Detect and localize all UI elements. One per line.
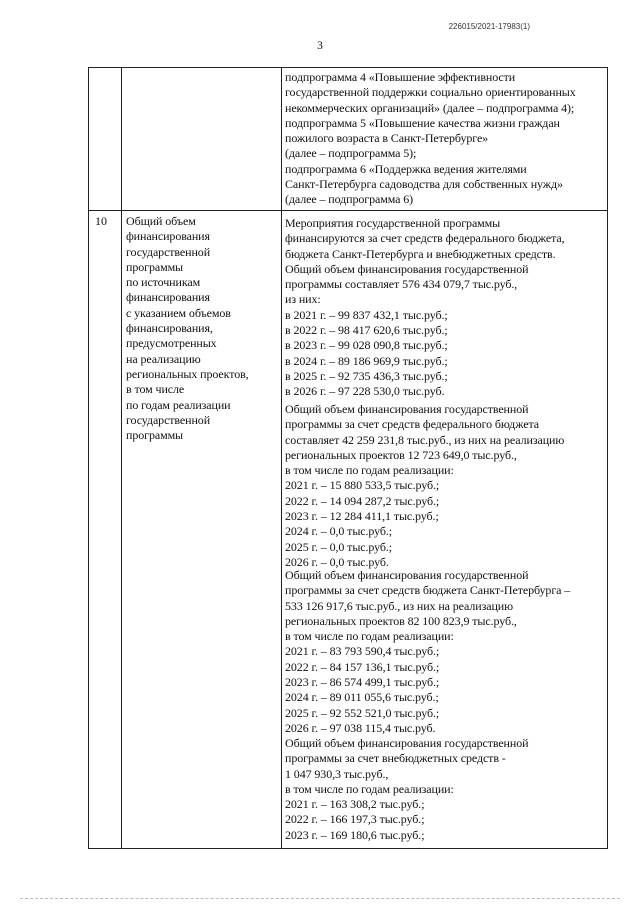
text-line: по источникам (126, 275, 201, 290)
text-line: программы (126, 428, 184, 443)
text-line: Общий объем (126, 214, 196, 228)
text-line: предусмотренных (126, 336, 217, 351)
text-line: 2023 г. – 169 180,6 тыс.руб.; (285, 827, 425, 842)
text-line: программы за счет средств бюджета Санкт-Петербурга – (285, 583, 571, 598)
text-line: в 2024 г. – 89 186 969,9 тыс.руб.; (285, 353, 448, 368)
text-line: государственной (126, 244, 211, 259)
text-line: 2025 г. – 92 552 521,0 тыс.руб.; (285, 705, 440, 720)
scan-edge-line (20, 898, 620, 899)
column-divider (121, 68, 122, 848)
row-divider (89, 210, 607, 211)
text-line: в 2022 г. – 98 417 620,6 тыс.руб.; (285, 323, 448, 338)
text-line: в том числе по годам реализации: (285, 629, 454, 644)
text-line: региональных проектов, (126, 366, 249, 381)
text-line: (далее – подпрограмма 5); (285, 146, 417, 161)
text-line: 2025 г. – 0,0 тыс.руб.; (285, 539, 393, 554)
text-line: (далее – подпрограмма 6) (285, 192, 414, 207)
text-line: Мероприятия государственной программы (285, 216, 501, 230)
text-line: региональных проектов 82 100 823,9 тыс.руб., (285, 613, 517, 628)
federal-budget-paragraph (285, 402, 564, 570)
document-number: 226015/2021-17983(1) (448, 22, 530, 31)
text-line: 2021 г. – 163 308,2 тыс.руб.; (285, 797, 425, 812)
text-line: 1 047 930,3 тыс.руб., (285, 766, 389, 781)
text-line: государственной (126, 412, 211, 427)
text-line: 2022 г. – 14 094 287,2 тыс.руб.; (285, 493, 440, 508)
text-line: 2026 г. – 0,0 тыс.руб. (285, 554, 389, 569)
text-line: финансируются за счет средств федерального бюджета, (285, 231, 565, 246)
text-line: 2023 г. – 86 574 499,1 тыс.руб.; (285, 675, 440, 690)
row-label (126, 214, 249, 443)
text-line: 533 126 917,6 тыс.руб., из них на реализацию (285, 598, 513, 613)
text-line: по годам реализации (126, 397, 231, 412)
text-line: программы составляет 576 434 079,7 тыс.руб., (285, 277, 518, 292)
text-line: 2022 г. – 84 157 136,1 тыс.руб.; (285, 659, 440, 674)
text-line: подпрограмма 5 «Повышение качества жизни граждан (285, 115, 560, 130)
text-line: государственной поддержки социально ориентированных (285, 85, 576, 100)
text-line: в 2021 г. – 99 837 432,1 тыс.руб.; (285, 307, 448, 322)
text-line: 2024 г. – 89 011 055,6 тыс.руб.; (285, 690, 439, 705)
text-line: с указанием объемов (126, 305, 231, 320)
text-line: Общий объем финансирования государственной (285, 402, 529, 416)
text-line: Санкт-Петербурга садоводства для собственных нужд» (285, 177, 563, 192)
text-line: в том числе по годам реализации: (285, 463, 454, 478)
text-line: 2024 г. – 0,0 тыс.руб.; (285, 524, 393, 539)
extrabudgetary-paragraph (285, 736, 528, 843)
text-line: в 2023 г. – 99 028 090,8 тыс.руб.; (285, 338, 448, 353)
text-line: в 2026 г. – 97 228 530,0 тыс.руб. (285, 384, 445, 399)
column-divider (281, 68, 282, 848)
total-financing-paragraph (285, 216, 565, 400)
text-line: некоммерческих организаций» (далее – подпрограмма 4); (285, 100, 575, 115)
page-number: 3 (317, 40, 323, 52)
text-line: Общий объем финансирования государственной (285, 261, 529, 276)
text-line: подпрограмма 6 «Поддержка ведения жителями (285, 161, 527, 176)
text-line: пожилого возраста в Санкт-Петербурге» (285, 131, 489, 146)
text-line: на реализацию (126, 351, 201, 366)
text-line: региональных проектов 12 723 649,0 тыс.руб., (285, 447, 517, 462)
text-line: финансирования, (126, 321, 213, 336)
text-line: финансирования (126, 290, 210, 305)
program-table (88, 67, 608, 849)
text-line: из них: (285, 292, 321, 307)
text-line: финансирования (126, 229, 210, 244)
text-line: 2022 г. – 166 197,3 тыс.руб.; (285, 812, 425, 827)
text-line: Общий объем финансирования государственной (285, 568, 529, 582)
text-line: в 2025 г. – 92 735 436,3 тыс.руб.; (285, 368, 448, 383)
text-line: 2021 г. – 15 880 533,5 тыс.руб.; (285, 478, 440, 493)
text-line: в том числе по годам реализации: (285, 781, 454, 796)
text-line: составляет 42 259 231,8 тыс.руб., из них на реализацию (285, 432, 565, 447)
text-line: программы за счет средств федерального бюджета (285, 417, 539, 432)
text-line: программы за счет внебюджетных средств - (285, 751, 506, 766)
text-line: в том числе (126, 382, 185, 397)
text-line: 2021 г. – 83 793 590,4 тыс.руб.; (285, 644, 440, 659)
text-line: подпрограмма 4 «Повышение эффективности (285, 70, 516, 84)
text-line: 2023 г. – 12 284 411,1 тыс.руб.; (285, 509, 439, 524)
text-line: программы (126, 259, 184, 274)
text-line: Общий объем финансирования государственной (285, 736, 529, 750)
text-line: 2026 г. – 97 038 115,4 тыс.руб. (285, 720, 436, 735)
row-number: 10 (95, 214, 107, 228)
subprogram-list (285, 70, 576, 208)
city-budget-paragraph (285, 568, 570, 736)
text-line: бюджета Санкт-Петербурга и внебюджетных средств. (285, 246, 556, 261)
